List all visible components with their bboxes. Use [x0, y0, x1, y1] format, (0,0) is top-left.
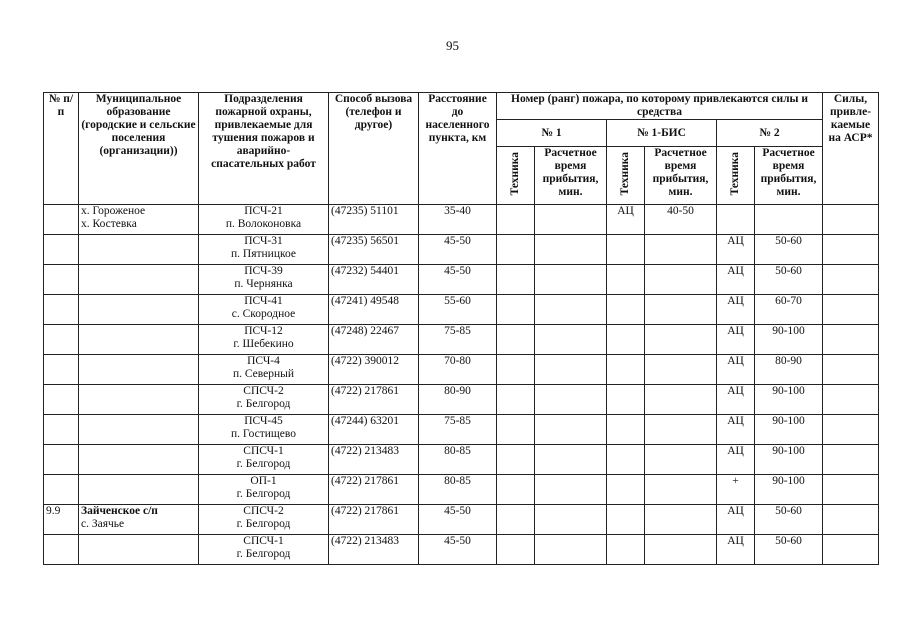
row-arrival-1: [535, 385, 607, 415]
row-forces-asr: [823, 535, 879, 565]
unit-name: ПСЧ-4: [247, 355, 280, 367]
row-tech-1: [497, 235, 535, 265]
row-distance: 70-80: [419, 355, 497, 385]
row-phone: (47241) 49548: [329, 295, 419, 325]
table-row: [44, 505, 879, 535]
row-municipality: [79, 385, 199, 415]
row-arrival-1: [535, 415, 607, 445]
row-arrival-1: [535, 295, 607, 325]
row-tech-1: [497, 265, 535, 295]
row-tech-2: АЦ: [717, 385, 755, 415]
header-rank-1: № 1: [497, 120, 607, 147]
row-tech-2: АЦ: [717, 445, 755, 475]
unit-name: ПСЧ-41: [244, 295, 283, 307]
table-row: [44, 355, 879, 385]
row-arrival-1bis: [645, 265, 717, 295]
row-tech-1bis: [607, 265, 645, 295]
header-rank-2: № 2: [717, 120, 823, 147]
row-distance: 80-90: [419, 385, 497, 415]
row-municipality: [79, 295, 199, 325]
header-tech-2: Техника: [717, 147, 755, 205]
row-tech-1bis: [607, 295, 645, 325]
row-arrival-1: [535, 325, 607, 355]
table-row: [44, 445, 879, 475]
row-arrival-1: [535, 535, 607, 565]
row-municipality: [79, 475, 199, 505]
row-tech-1bis: [607, 385, 645, 415]
row-tech-2: АЦ: [717, 355, 755, 385]
row-unit: [199, 475, 329, 505]
row-tech-2: АЦ: [717, 265, 755, 295]
row-arrival-1bis: [645, 325, 717, 355]
row-municipality: [79, 265, 199, 295]
row-number: [44, 295, 79, 325]
row-municipality: [79, 535, 199, 565]
row-arrival-1bis: [645, 415, 717, 445]
unit-name: СПСЧ-1: [243, 535, 284, 547]
row-unit: [199, 235, 329, 265]
row-unit: [199, 535, 329, 565]
unit-location: г. Белгород: [236, 548, 291, 560]
row-forces-asr: [823, 295, 879, 325]
row-arrival-2: 90-100: [755, 415, 823, 445]
row-arrival-2: 50-60: [755, 505, 823, 535]
header-fire-rank: Номер (ранг) пожара, по которому привлекаются силы и средства: [497, 93, 823, 120]
unit-location: п. Северный: [232, 368, 295, 380]
row-tech-1bis: [607, 505, 645, 535]
row-forces-asr: [823, 385, 879, 415]
header-arrival-1bis: Расчетное время прибытия, мин.: [645, 147, 717, 205]
table-row: [44, 535, 879, 565]
row-unit: [199, 385, 329, 415]
row-distance: 55-60: [419, 295, 497, 325]
row-phone: (4722) 217861: [329, 385, 419, 415]
row-tech-1bis: [607, 325, 645, 355]
row-tech-1: [497, 535, 535, 565]
row-tech-2: АЦ: [717, 505, 755, 535]
row-phone: (4722) 213483: [329, 445, 419, 475]
unit-location: п. Гостищево: [231, 428, 296, 440]
header-municipality: Муниципальное образование (городские и сельские поселения (организации)): [79, 93, 199, 205]
settlement-name: с. Заячье: [81, 518, 125, 530]
row-arrival-1bis: [645, 445, 717, 475]
row-number: [44, 415, 79, 445]
row-arrival-2: [755, 205, 823, 235]
row-distance: 80-85: [419, 475, 497, 505]
row-municipality: [79, 415, 199, 445]
row-arrival-1: [535, 445, 607, 475]
header-tech-1: Техника: [497, 147, 535, 205]
row-number: [44, 235, 79, 265]
header-arrival-2: Расчетное время прибытия, мин.: [755, 147, 823, 205]
row-arrival-1bis: [645, 505, 717, 535]
row-municipality: [79, 505, 199, 535]
row-arrival-2: 50-60: [755, 235, 823, 265]
table-row: [44, 235, 879, 265]
unit-location: г. Белгород: [236, 458, 291, 470]
row-arrival-1: [535, 205, 607, 235]
row-unit: [199, 505, 329, 535]
row-arrival-2: 90-100: [755, 475, 823, 505]
header-tech-1bis: Техника: [607, 147, 645, 205]
row-forces-asr: [823, 415, 879, 445]
row-number: 9.9: [44, 505, 79, 535]
unit-location: п. Пятницкое: [231, 248, 296, 260]
row-distance: 45-50: [419, 535, 497, 565]
row-distance: 45-50: [419, 265, 497, 295]
row-phone: (47232) 54401: [329, 265, 419, 295]
unit-name: ПСЧ-31: [244, 235, 283, 247]
row-tech-2: АЦ: [717, 325, 755, 355]
row-arrival-1: [535, 265, 607, 295]
row-arrival-1bis: 40-50: [645, 205, 717, 235]
row-unit: [199, 265, 329, 295]
table-row: [44, 295, 879, 325]
row-phone: (4722) 217861: [329, 505, 419, 535]
row-distance: 80-85: [419, 445, 497, 475]
row-arrival-1: [535, 235, 607, 265]
row-arrival-2: 50-60: [755, 535, 823, 565]
row-unit: [199, 295, 329, 325]
row-unit: [199, 415, 329, 445]
row-distance: 75-85: [419, 325, 497, 355]
unit-location: г. Белгород: [236, 398, 291, 410]
row-tech-2: +: [717, 475, 755, 505]
unit-location: с. Скородное: [231, 308, 296, 320]
row-tech-1: [497, 295, 535, 325]
row-forces-asr: [823, 445, 879, 475]
unit-location: г. Шебекино: [233, 338, 294, 350]
row-tech-1bis: [607, 415, 645, 445]
row-municipality: [79, 445, 199, 475]
fire-forces-table: [43, 92, 879, 565]
row-arrival-2: 60-70: [755, 295, 823, 325]
row-forces-asr: [823, 235, 879, 265]
row-municipality: [79, 235, 199, 265]
row-unit: [199, 445, 329, 475]
row-tech-1bis: [607, 235, 645, 265]
table-row: [44, 415, 879, 445]
row-distance: 35-40: [419, 205, 497, 235]
row-arrival-2: 90-100: [755, 385, 823, 415]
row-forces-asr: [823, 355, 879, 385]
row-tech-1: [497, 355, 535, 385]
row-tech-2: АЦ: [717, 295, 755, 325]
row-arrival-2: 90-100: [755, 445, 823, 475]
row-forces-asr: [823, 265, 879, 295]
table-row: [44, 205, 879, 235]
row-arrival-1bis: [645, 295, 717, 325]
unit-name: ОП-1: [250, 475, 277, 487]
page-number: 95: [446, 38, 459, 53]
unit-name: СПСЧ-2: [243, 385, 284, 397]
row-phone: (4722) 217861: [329, 475, 419, 505]
row-phone: (47244) 63201: [329, 415, 419, 445]
unit-name: ПСЧ-21: [244, 205, 283, 217]
unit-location: г. Белгород: [236, 488, 291, 500]
row-number: [44, 385, 79, 415]
row-arrival-1bis: [645, 385, 717, 415]
row-tech-1: [497, 415, 535, 445]
row-arrival-1bis: [645, 355, 717, 385]
row-tech-1bis: [607, 445, 645, 475]
row-arrival-2: 90-100: [755, 325, 823, 355]
unit-name: ПСЧ-39: [244, 265, 283, 277]
row-number: [44, 325, 79, 355]
row-tech-1: [497, 475, 535, 505]
row-arrival-2: 50-60: [755, 265, 823, 295]
row-tech-1: [497, 205, 535, 235]
row-distance: 45-50: [419, 235, 497, 265]
unit-name: ПСЧ-45: [244, 415, 283, 427]
unit-location: г. Белгород: [236, 518, 291, 530]
row-tech-1: [497, 385, 535, 415]
row-tech-1: [497, 505, 535, 535]
row-arrival-1bis: [645, 235, 717, 265]
table-row: [44, 265, 879, 295]
row-tech-1: [497, 325, 535, 355]
row-unit: [199, 205, 329, 235]
row-distance: 45-50: [419, 505, 497, 535]
row-municipality: [79, 355, 199, 385]
row-number: [44, 205, 79, 235]
settlement-name: х. Гороженое: [81, 205, 146, 217]
row-forces-asr: [823, 505, 879, 535]
row-arrival-2: 80-90: [755, 355, 823, 385]
row-tech-1bis: АЦ: [607, 205, 645, 235]
row-phone: (4722) 390012: [329, 355, 419, 385]
header-num: № п/п: [44, 93, 79, 205]
row-tech-2: АЦ: [717, 235, 755, 265]
row-tech-1bis: [607, 355, 645, 385]
row-number: [44, 475, 79, 505]
row-municipality: [79, 325, 199, 355]
row-municipality: [79, 205, 199, 235]
row-arrival-1: [535, 475, 607, 505]
header-units: Подразделения пожарной охраны, привлекаемые для тушения пожаров и аварийно-спасательных работ: [199, 93, 329, 205]
row-phone: (47235) 56501: [329, 235, 419, 265]
row-tech-2: [717, 205, 755, 235]
row-number: [44, 355, 79, 385]
row-tech-1bis: [607, 535, 645, 565]
row-unit: [199, 355, 329, 385]
row-distance: 75-85: [419, 415, 497, 445]
row-forces-asr: [823, 205, 879, 235]
table-body: [44, 205, 879, 565]
row-arrival-1bis: [645, 535, 717, 565]
row-number: [44, 265, 79, 295]
row-forces-asr: [823, 475, 879, 505]
header-distance: Расстояние до населенного пункта, км: [419, 93, 497, 205]
row-tech-2: АЦ: [717, 415, 755, 445]
header-rank-1bis: № 1-БИС: [607, 120, 717, 147]
row-arrival-1: [535, 355, 607, 385]
row-number: [44, 535, 79, 565]
row-arrival-1: [535, 505, 607, 535]
row-phone: (47248) 22467: [329, 325, 419, 355]
header-call-method: Способ вызова (телефон и другое): [329, 93, 419, 205]
row-tech-2: АЦ: [717, 535, 755, 565]
row-number: [44, 445, 79, 475]
unit-location: п. Чернянка: [234, 278, 293, 290]
row-tech-1: [497, 445, 535, 475]
row-phone: (4722) 213483: [329, 535, 419, 565]
table-row: [44, 385, 879, 415]
row-forces-asr: [823, 325, 879, 355]
municipality-name: Зайченское с/п: [81, 505, 158, 517]
table-row: [44, 325, 879, 355]
unit-name: ПСЧ-12: [244, 325, 283, 337]
header-forces-asr: Силы, привле-каемые на АСР*: [823, 93, 879, 205]
unit-name: СПСЧ-2: [243, 505, 284, 517]
row-phone: (47235) 51101: [329, 205, 419, 235]
header-arrival-1: Расчетное время прибытия, мин.: [535, 147, 607, 205]
unit-location: п. Волоконовка: [225, 218, 302, 230]
unit-name: СПСЧ-1: [243, 445, 284, 457]
row-arrival-1bis: [645, 475, 717, 505]
table-row: [44, 475, 879, 505]
settlement-name: х. Костевка: [81, 218, 137, 230]
row-tech-1bis: [607, 475, 645, 505]
row-unit: [199, 325, 329, 355]
